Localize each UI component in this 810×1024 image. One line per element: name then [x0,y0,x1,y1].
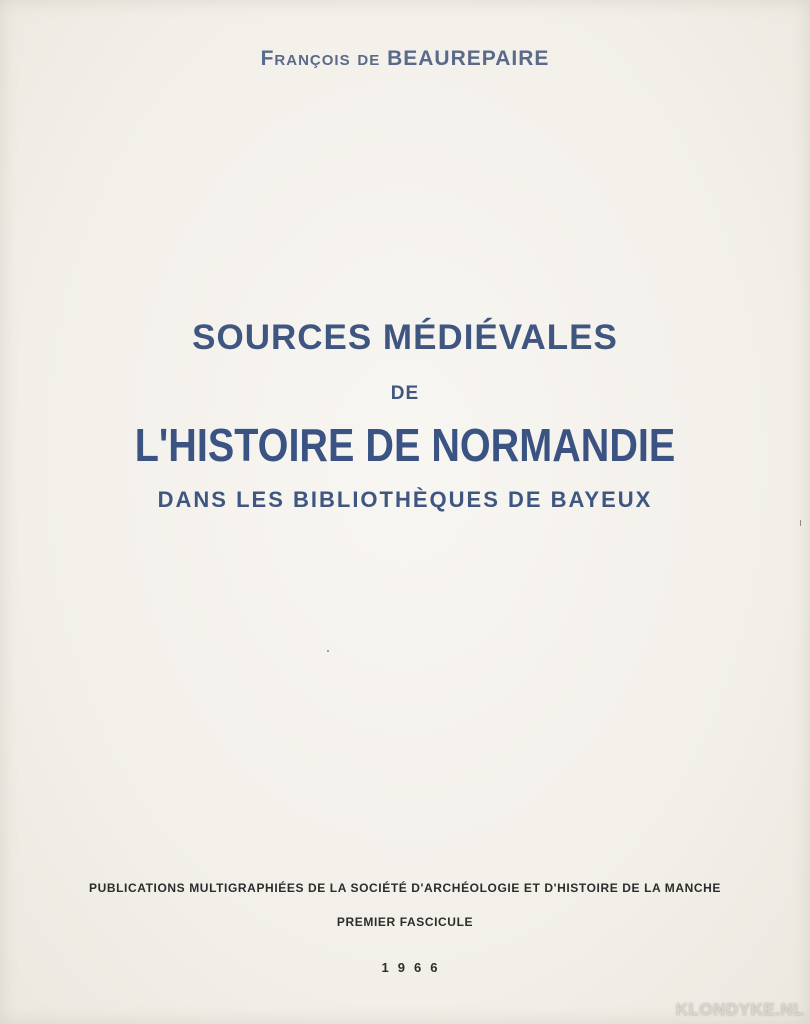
title-connector: DE [390,383,420,404]
author-name: François de BEAUREPAIRE [260,47,550,70]
title-line-3: DANS LES BIBLIOTHÈQUES DE BAYEUX [157,487,653,512]
paper-speck [327,650,329,652]
paper-speck [800,520,801,526]
fascicule-line: PREMIER FASCICULE [336,915,474,929]
title-line-2: L'HISTOIRE DE NORMANDIE [134,419,676,471]
title-line-1: SOURCES MÉDIÉVALES [192,318,618,357]
publication-year: 1966 [381,960,447,975]
publisher-line: PUBLICATIONS MULTIGRAPHIÉES DE LA SOCIÉTÉ D'ARCHÉOLOGIE ET D'HISTOIRE DE LA MANCHE [88,881,722,895]
watermark-logo: KLONDYKE.NL [675,1000,804,1019]
